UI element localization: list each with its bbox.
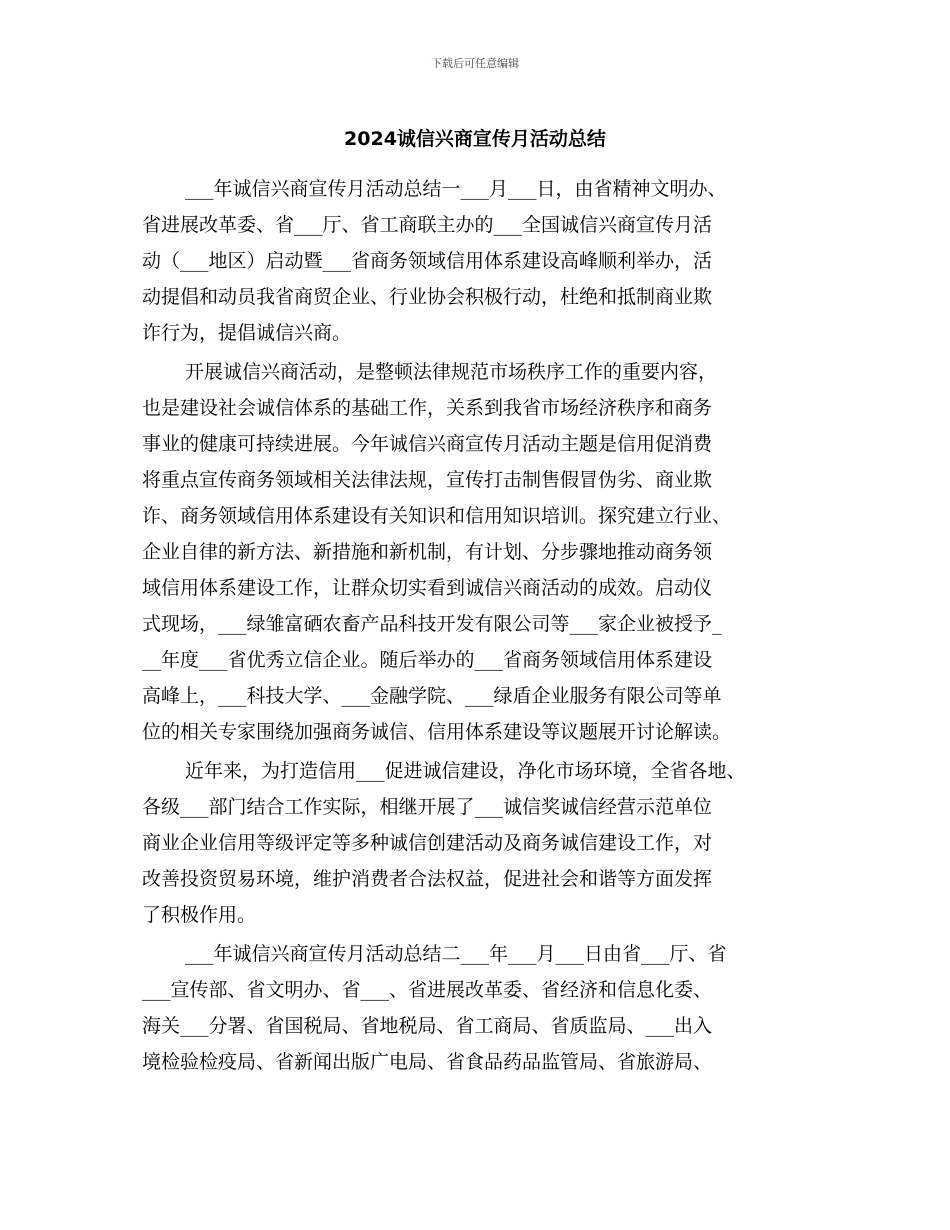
body-line: ___宣传部、省文明办、省___、省进展改革委、省经济和信息化委、 xyxy=(142,979,713,1001)
body-line: __年度___省优秀立信企业。随后举办的___省商务领域信用体系建设 xyxy=(142,649,713,671)
document-title: 2024诚信兴商宣传月活动总结 xyxy=(344,128,606,150)
body-line: 省进展改革委、省___厅、省工商联主办的___全国诚信兴商宣传月活 xyxy=(142,214,713,236)
body-line: 式现场，___绿雏富硒农畜产品科技开发有限公司等___家企业被授予_ xyxy=(142,613,722,635)
body-line: 近年来，为打造信用___促进诚信建设，净化市场环境，全省各地、 xyxy=(185,760,746,782)
body-line: 事业的健康可持续进展。今年诚信兴商宣传月活动主题是信用促消费 xyxy=(142,433,713,455)
body-line: 位的相关专家围绕加强商务诚信、信用体系建设等议题展开讨论解读。 xyxy=(142,721,732,743)
body-line: 诈行为，提倡诚信兴商。 xyxy=(142,322,352,344)
body-line: 企业自律的新方法、新措施和新机制，有计划、分步骤地推动商务领 xyxy=(142,541,713,563)
body-line: 也是建设社会诚信体系的基础工作，关系到我省市场经济秩序和商务 xyxy=(142,397,713,419)
body-line: 开展诚信兴商活动，是整顿法律规范市场秩序工作的重要内容， xyxy=(185,361,718,383)
body-line: ___年诚信兴商宣传月活动总结二___年___月___日由省___厅、省 xyxy=(185,943,727,965)
body-line: 各级___部门结合工作实际，相继开展了___诚信奖诚信经营示范单位 xyxy=(142,796,713,818)
body-line: 诈、商务领域信用体系建设有关知识和信用知识培训。探究建立行业、 xyxy=(142,505,732,527)
body-line: 动（___地区）启动暨___省商务领域信用体系建设高峰顺利举办，活 xyxy=(142,250,713,272)
body-line: 商业企业信用等级评定等多种诚信创建活动及商务诚信建设工作，对 xyxy=(142,832,713,854)
body-line: 海关___分署、省国税局、省地税局、省工商局、省质监局、___出入 xyxy=(142,1015,713,1037)
header-note: 下载后可任意编辑 xyxy=(431,57,519,70)
body-line: 改善投资贸易环境，维护消费者合法权益，促进社会和谐等方面发挥 xyxy=(142,868,713,890)
body-line: 动提倡和动员我省商贸企业、行业协会积极行动，杜绝和抵制商业欺 xyxy=(142,286,713,308)
body-line: ___年诚信兴商宣传月活动总结一___月___日，由省精神文明办、 xyxy=(185,178,727,200)
body-line: 高峰上，___科技大学、___金融学院、___绿盾企业服务有限公司等单 xyxy=(142,685,722,707)
body-line: 境检验检疫局、省新闻出版广电局、省食品药品监管局、省旅游局、 xyxy=(142,1051,713,1073)
body-line: 域信用体系建设工作，让群众切实看到诚信兴商活动的成效。启动仪 xyxy=(142,577,713,599)
body-line: 将重点宣传商务领域相关法律法规，宣传打击制售假冒伪劣、商业欺 xyxy=(142,469,713,491)
body-line: 了积极作用。 xyxy=(142,904,257,926)
